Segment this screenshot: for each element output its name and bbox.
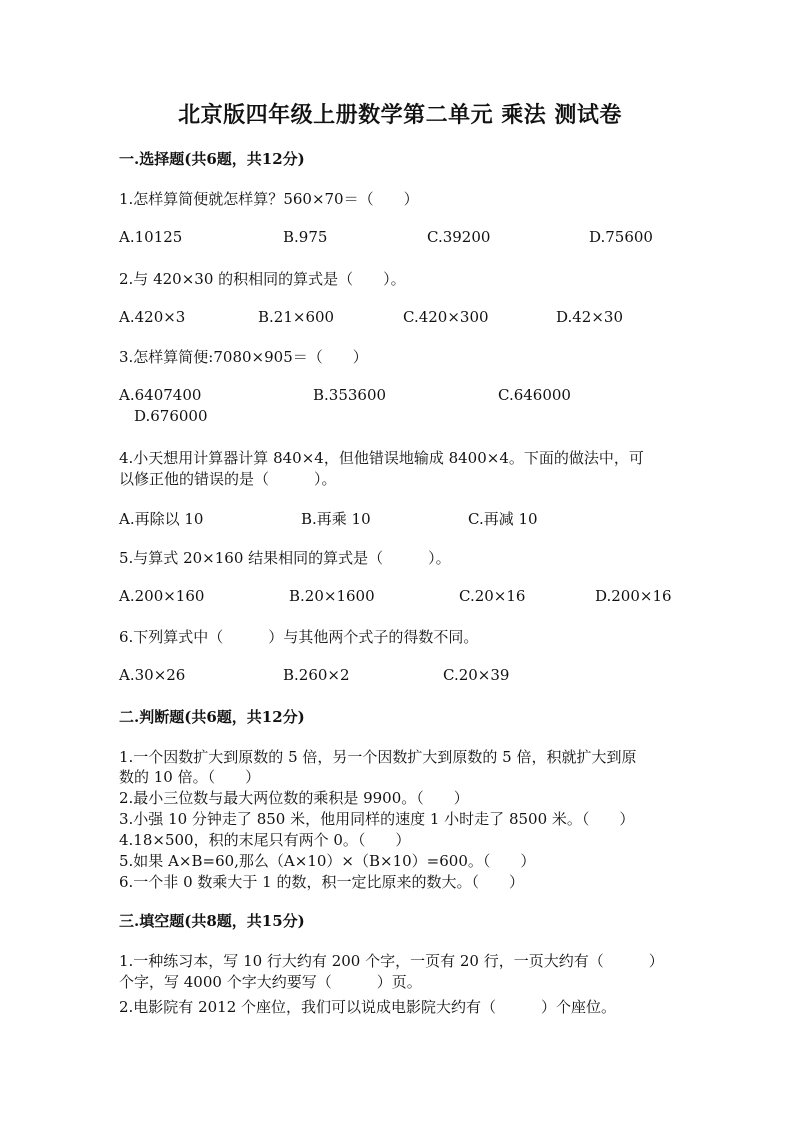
option-b: B.20×1600 <box>289 587 375 605</box>
section-heading-judge: 二.判断题(共6题，共12分) <box>119 708 305 726</box>
option-b: B.260×2 <box>283 666 350 684</box>
judge-line: 1.一个因数扩大到原数的 5 倍，另一个因数扩大到原数的 5 倍，积就扩大到原 <box>119 748 637 766</box>
section-heading-fill: 三.填空题(共8题，共15分) <box>119 912 305 930</box>
question-stem: 5.与算式 20×160 结果相同的算式是（ ）。 <box>119 549 451 567</box>
option-c: C.420×300 <box>403 308 489 326</box>
judge-line: 6.一个非 0 数乘大于 1 的数，积一定比原来的数大。（ ） <box>119 873 524 891</box>
option-c: C.39200 <box>427 228 491 246</box>
page-title: 北京版四年级上册数学第二单元 乘法 测试卷 <box>178 102 622 128</box>
option-c: C.646000 <box>498 386 571 404</box>
option-a: A.30×26 <box>119 666 186 684</box>
question-stem: 3.怎样算简便:7080×905＝（ ） <box>119 348 368 366</box>
option-d: D.75600 <box>589 228 653 246</box>
section-heading-choice: 一.选择题(共6题，共12分) <box>119 150 305 168</box>
fill-line: 1.一种练习本，写 10 行大约有 200 个字，一页有 20 行，一页大约有（ ） <box>119 952 664 970</box>
option-c: C.20×16 <box>459 587 526 605</box>
judge-line: 3.小强 10 分钟走了 850 米，他用同样的速度 1 小时走了 8500 米。（ ） <box>119 810 635 828</box>
option-c: C.再减 10 <box>468 510 538 528</box>
option-b: B.353600 <box>313 386 387 404</box>
option-d: D.42×30 <box>556 308 624 326</box>
option-d: D.200×16 <box>595 587 672 605</box>
judge-line: 2.最小三位数与最大两位数的乘积是 9900。（ ） <box>119 789 469 807</box>
option-b: B.975 <box>283 228 328 246</box>
option-a: A.再除以 10 <box>119 510 204 528</box>
question-stem: 4.小天想用计算器计算 840×4，但他错误地输成 8400×4。下面的做法中，可 <box>119 449 644 467</box>
option-a: A.420×3 <box>119 308 186 326</box>
question-stem: 2.与 420×30 的积相同的算式是（ ）。 <box>119 270 406 288</box>
option-b: B.再乘 10 <box>301 510 371 528</box>
question-stem: 6.下列算式中（ ）与其他两个式子的得数不同。 <box>119 628 479 646</box>
judge-line: 数的 10 倍。（ ） <box>119 768 261 786</box>
fill-line: 个字，写 4000 个字大约要写（ ）页。 <box>119 973 422 991</box>
judge-line: 5.如果 A×B=60,那么（A×10）×（B×10）=600。（ ） <box>119 852 536 870</box>
question-stem-continued: 以修正他的错误的是（ ）。 <box>119 470 337 488</box>
option-d: D.676000 <box>134 407 208 425</box>
option-a: A.200×160 <box>119 587 205 605</box>
option-c: C.20×39 <box>443 666 510 684</box>
judge-line: 4.18×500，积的末尾只有两个 0。（ ） <box>119 831 411 849</box>
fill-line: 2.电影院有 2012 个座位，我们可以说成电影院大约有（ ）个座位。 <box>119 998 617 1016</box>
option-a: A.6407400 <box>119 386 202 404</box>
question-stem: 1.怎样算简便就怎样算？560×70＝（ ） <box>119 190 419 208</box>
option-a: A.10125 <box>119 228 183 246</box>
option-b: B.21×600 <box>258 308 335 326</box>
